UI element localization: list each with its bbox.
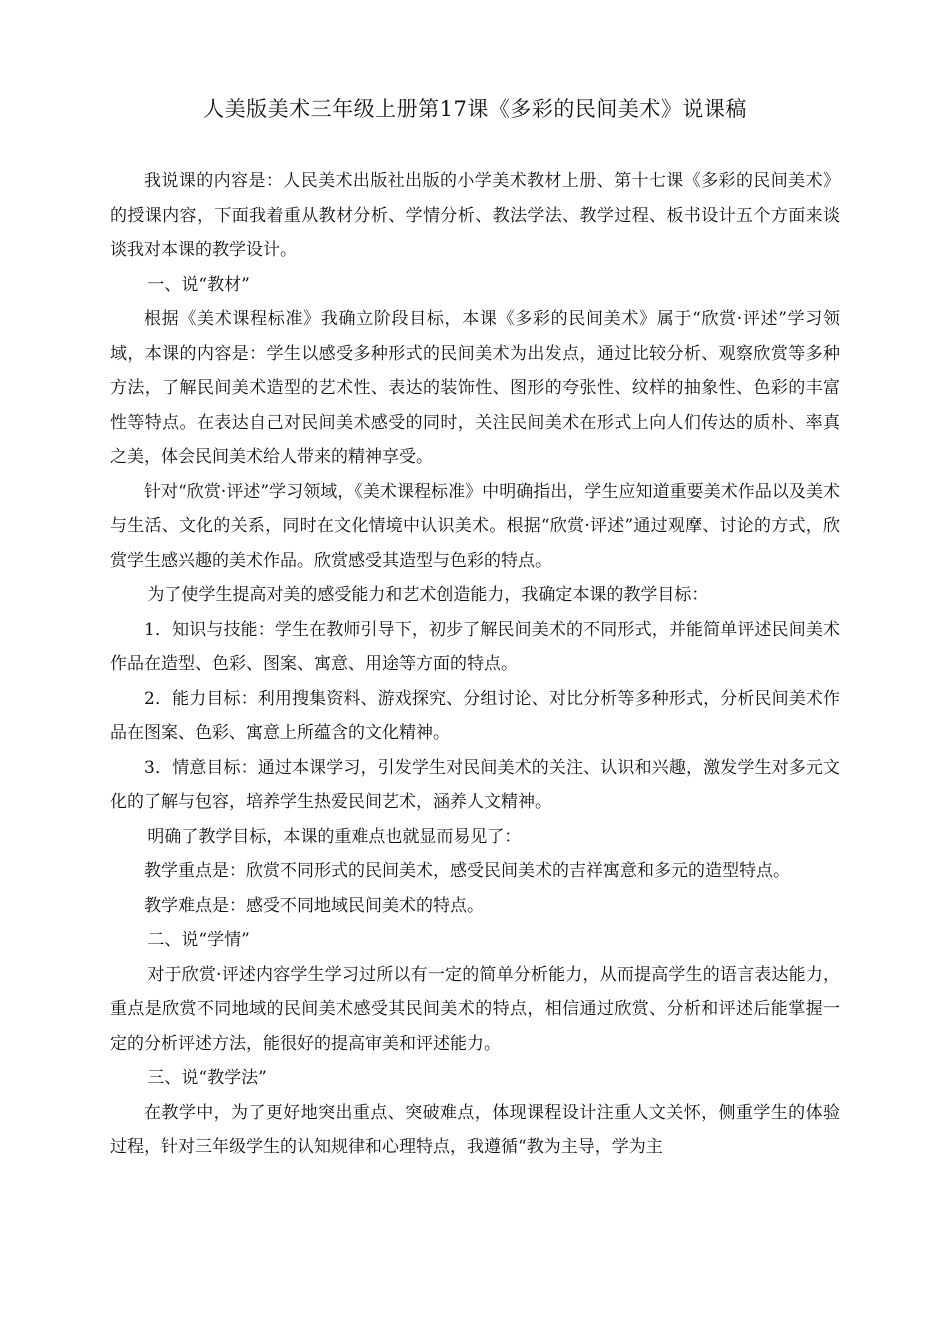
section-heading-textbook: 一、说“教材” xyxy=(147,274,250,295)
paragraph-objective-2: 2．能力目标：利用搜集资料、游戏探究、分组讨论、对比分析等多种形式，分析民间美术作品在图案、色彩、寓意上所蕴含的文化精神。 xyxy=(110,688,840,743)
paragraph-key-points-intro: 明确了教学目标，本课的重难点也就显而易见了： xyxy=(147,826,522,847)
paragraph-curriculum-standard: 针对“欣赏·评述”学习领域，《美术课程标准》中明确指出，学生应知道重要美术作品以及美术与生活、文化的关系，同时在文化情境中认识美术。根据“欣赏·评述”通过观摩、讨论的方式，欣赏学生感兴趣的美术作品。欣赏感受其造型与色彩的特点。 xyxy=(110,481,840,571)
paragraph-textbook-analysis: 根据《美术课程标准》我确立阶段目标，本课《多彩的民间美术》属于“欣赏·评述”学习领域，本课的内容是：学生以感受多种形式的民间美术为出发点，通过比较分析、观察欣赏等多种方法，了解民间美术造型的艺术性、表达的装饰性、图形的夸张性、纹样的抽象性、色彩的丰富性等特点。在表达自己对民间美术感受的同时，关注民间美术在形式上向人们传达的质朴、率真之美，体会民间美术给人带来的精神享受。 xyxy=(110,309,840,467)
paragraph-objectives-intro: 为了使学生提高对美的感受能力和艺术创造能力，我确定本课的教学目标： xyxy=(147,585,709,605)
paragraph-teaching-focus: 教学重点是：欣赏不同形式的民间美术，感受民间美术的吉祥寓意和多元的造型特点。 xyxy=(144,861,790,881)
paragraph-objective-3: 3．情意目标：通过本课学习，引发学生对民间美术的关注、认识和兴趣，激发学生对多元文化的了解与包容，培养学生热爱民间艺术，涵养人文精神。 xyxy=(110,757,840,812)
document-body xyxy=(110,164,840,1165)
document-title: 人美版美术三年级上册第17课《多彩的民间美术》说课稿 xyxy=(203,97,747,121)
section-heading-student-situation: 二、说“学情” xyxy=(147,930,250,950)
paragraph-student-situation: 对于欣赏·评述内容学生学习过所以有一定的简单分析能力，从而提高学生的语言表达能力，重点是欣赏不同地域的民间美术感受其民间美术的特点，相信通过欣赏、分析和评述后能掌握一定的分析评述方法，能很好的提高审美和评述能力。 xyxy=(110,964,840,1054)
paragraph-teaching-difficulty: 教学难点是：感受不同地域民间美术的特点。 xyxy=(144,895,484,916)
paragraph-objective-1: 1．知识与技能：学生在教师引导下，初步了解民间美术的不同形式，并能简单评述民间美术作品在造型、色彩、图案、寓意、用途等方面的特点。 xyxy=(110,619,840,674)
paragraph-intro: 我说课的内容是：人民美术出版社出版的小学美术教材上册、第十七课《多彩的民间美术》的授课内容，下面我着重从教材分析、学情分析、教法学法、教学过程、板书设计五个方面来谈谈我对本课的教学设计。 xyxy=(110,171,840,260)
section-heading-teaching-method: 三、说“教学法” xyxy=(147,1068,267,1088)
paragraph-teaching-method: 在教学中，为了更好地突出重点、突破难点，体现课程设计注重人文关怀，侧重学生的体验过程，针对三年级学生的认知规律和心理特点，我遵循“教为主导，学为主 xyxy=(110,1102,840,1157)
